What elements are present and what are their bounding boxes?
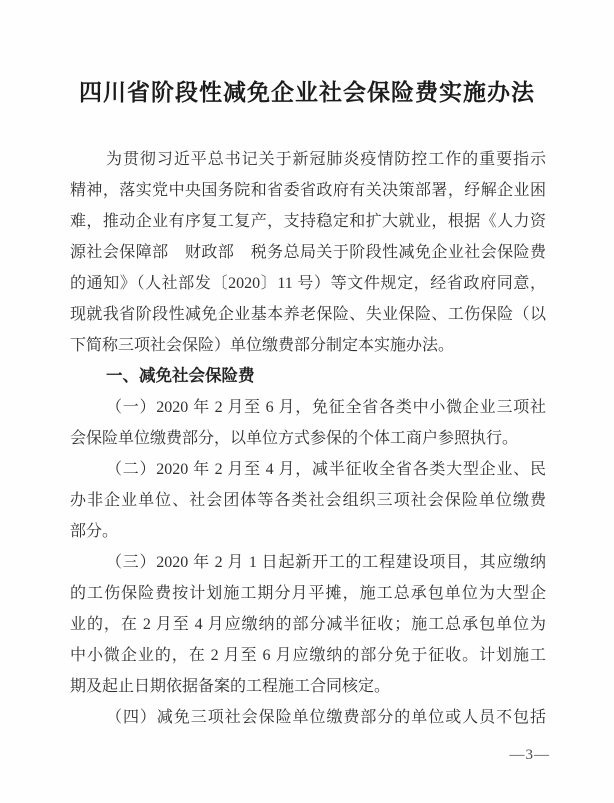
paragraph-item-3 xyxy=(70,547,546,702)
text-line: 源社会保障部 财政部 税务总局关于阶段性减免企业社会保险费 xyxy=(70,244,546,261)
paragraph-item-4 xyxy=(70,702,546,733)
text-line: （四）减免三项社会保险单位缴费部分的单位或人员不包括 xyxy=(106,709,546,726)
text-line: （二）2020 年 2 月至 4 月，减半征收全省各类大型企业、民 xyxy=(106,461,546,478)
text-line: （一）2020 年 2 月至 6 月，免征全省各类中小微企业三项社 xyxy=(106,399,546,416)
text-line: 现就我省阶段性减免企业基本养老保险、失业保险、工伤保险（以 xyxy=(70,306,546,323)
text-line: 的通知》（人社部发〔2020〕11 号）等文件规定，经省政府同意， xyxy=(70,275,546,292)
text-line: （三）2020 年 2 月 1 日起新开工的工程建设项目，其应缴纳 xyxy=(106,554,546,571)
text-line: 为贯彻习近平总书记关于新冠肺炎疫情防控工作的重要指示 xyxy=(106,151,546,168)
text-line: 中小微企业的，在 2 月至 6 月应缴纳的部分免于征收。计划施工 xyxy=(70,647,546,664)
text-line: 难，推动企业有序复工复产，支持稳定和扩大就业，根据《人力资 xyxy=(70,213,546,230)
document-body xyxy=(70,144,546,733)
section-heading: 一、减免社会保险费 xyxy=(106,367,255,385)
text-line: 业的，在 2 月至 4 月应缴纳的部分减半征收；施工总承包单位为 xyxy=(70,616,546,633)
text-line: 下简称三项社会保险）单位缴费部分制定本实施办法。 xyxy=(70,337,455,354)
text-line: 部分。 xyxy=(70,523,119,540)
paragraph-item-2 xyxy=(70,454,546,547)
paragraph-intro xyxy=(70,144,546,361)
text-line: 期及起止日期依据备案的工程施工合同核定。 xyxy=(70,678,391,695)
page-number: —3— xyxy=(509,747,550,763)
paragraph-item-1 xyxy=(70,392,546,454)
text-line: 办非企业单位、社会团体等各类社会组织三项社会保险单位缴费 xyxy=(70,492,546,509)
text-line: 精神，落实党中央国务院和省委省政府有关决策部署，纾解企业困 xyxy=(70,182,546,199)
text-line: 会保险单位缴费部分，以单位方式参保的个体工商户参照执行。 xyxy=(70,430,519,447)
document-title: 四川省阶段性减免企业社会保险费实施办法 xyxy=(79,80,535,105)
text-line: 的工伤保险费按计划施工期分月平摊，施工总承包单位为大型企 xyxy=(70,585,546,602)
